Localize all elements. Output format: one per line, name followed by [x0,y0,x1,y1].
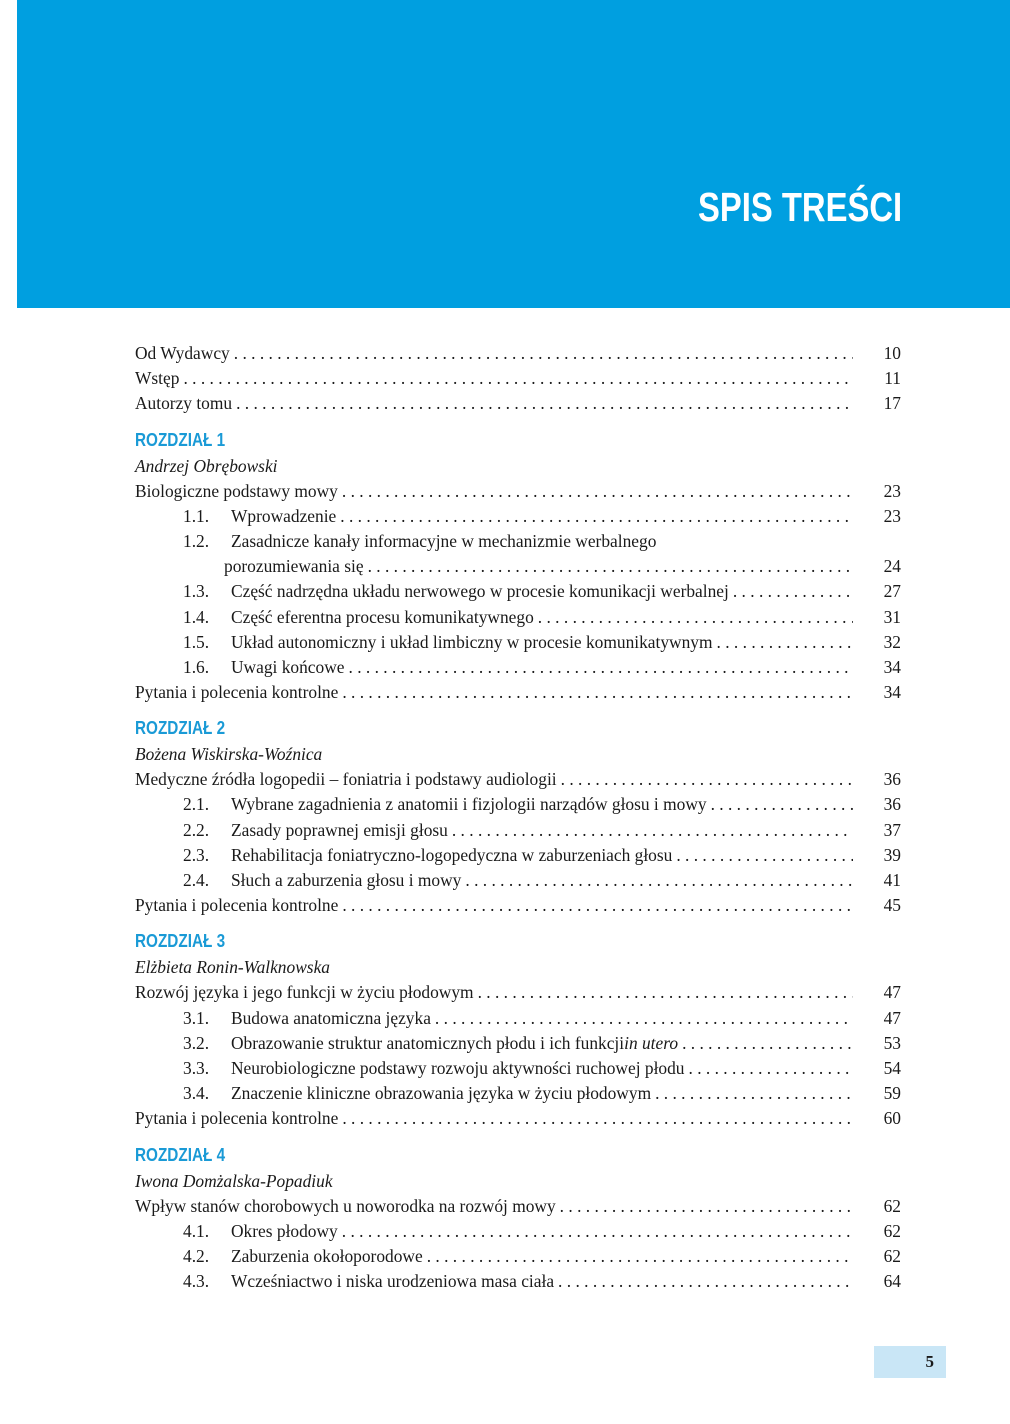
section-number: 4.2. [183,1245,210,1266]
toc-entry[interactable] [135,843,901,868]
page-ref: 24 [883,556,901,577]
toc-entry[interactable] [135,1269,901,1294]
dot-leader [234,341,853,366]
section-number: 3.4. [183,1083,210,1104]
page-ref: 39 [883,844,901,865]
entry-label: Zasady poprawnej emisji głosu [231,819,448,840]
toc-entry[interactable] [135,529,901,554]
entry-label: Zaburzenia okołoporodowe [231,1245,423,1266]
chapter-author: Iwona Domżalska-Popadiuk [135,1170,333,1191]
section-number: 1.1. [183,505,210,526]
page-title: SPIS TREŚCI [697,184,902,230]
page-ref: 59 [883,1083,901,1104]
entry-label: Medyczne źródła logopedii – foniatria i podstawy audiologii [135,769,557,790]
entry-label: Część nadrzędna układu nerwowego w procesie komunikacji werbalnej [231,581,729,602]
entry-label: Pytania i polecenia kontrolne [135,895,339,916]
page-number: 5 [925,1352,934,1371]
page-ref: 62 [883,1245,901,1266]
toc-entry[interactable] [135,391,901,416]
chapter-heading: ROZDZIAŁ 1 [135,429,226,450]
toc-entry[interactable] [135,1194,901,1219]
entry-label: Rozwój języka i jego funkcji w życiu płodowym [135,982,474,1003]
dot-leader [452,818,853,843]
entry-label: Znaczenie kliniczne obrazowania języka w życiu płodowym [231,1083,652,1104]
toc-entry[interactable] [135,818,901,843]
toc-entry[interactable] [135,767,901,792]
dot-leader [733,579,853,604]
dot-leader [465,868,853,893]
dot-leader [682,1031,853,1056]
page-ref: 41 [883,870,901,890]
toc-entry-continued[interactable] [135,554,901,579]
page-ref: 47 [883,982,901,1003]
toc-entry[interactable] [135,579,901,604]
page-ref: 64 [883,1271,901,1292]
entry-label: Uwagi końcowe [231,656,345,677]
toc-entry[interactable] [135,1006,901,1031]
toc-entry[interactable] [135,605,901,630]
chapter-author: Elżbieta Ronin-Walknowska [135,957,330,978]
page-ref: 53 [883,1032,901,1053]
dot-leader [478,980,853,1005]
dot-leader [560,1194,853,1219]
page-ref: 62 [883,1195,901,1216]
entry-label: Wstęp [135,368,180,389]
dot-leader [561,767,853,792]
page-ref: 36 [883,794,901,815]
entry-label: Od Wydawcy [135,343,230,363]
dot-leader [676,843,853,868]
entry-label: Wprowadzenie [231,505,337,526]
page-ref: 23 [883,480,901,501]
dot-leader [342,893,853,918]
entry-label: Obrazowanie struktur anatomicznych płodu i ich funkcji [231,1032,625,1053]
entry-label: Biologiczne podstawy mowy [135,480,338,501]
entry-label: Wpływ stanów chorobowych u noworodka na rozwój mowy [135,1195,556,1216]
section-number: 1.3. [183,581,210,602]
entry-label: Rehabilitacja foniatryczno-logopedyczna w zaburzeniach głosu [231,844,673,865]
section-number: 2.4. [183,870,210,890]
entry-label: Autorzy tomu [135,393,233,414]
toc-entry[interactable] [135,655,901,680]
dot-leader [558,1269,853,1294]
page-ref: 17 [883,393,901,414]
toc-entry[interactable] [135,1056,901,1081]
dot-leader [711,792,853,817]
toc-entry[interactable] [135,1081,901,1106]
dot-leader [183,366,853,391]
toc-entry[interactable] [135,366,901,391]
header-band [17,0,1010,308]
page-ref: 31 [883,606,901,627]
entry-label: Neurobiologiczne podstawy rozwoju aktywności ruchowej płodu [231,1057,685,1078]
toc-entry[interactable] [135,1219,901,1244]
chapter-author: Andrzej Obrębowski [135,455,278,476]
section-number: 1.6. [183,656,210,677]
entry-label: Układ autonomiczny i układ limbiczny w procesie komunikatywnym [231,631,713,652]
dot-leader [689,1056,854,1081]
toc-entry[interactable] [135,792,901,817]
toc-entry[interactable] [135,341,901,366]
page-ref: 27 [883,581,901,602]
entry-label: Budowa anatomiczna języka [231,1007,431,1028]
toc-entry[interactable] [135,868,901,893]
entry-label: Zasadnicze kanały informacyjne w mechanizmie werbalnego [231,530,657,551]
toc-entry[interactable] [135,504,901,529]
dot-leader [340,504,853,529]
section-number: 2.2. [183,819,210,840]
page-ref: 60 [883,1108,901,1129]
section-number: 1.4. [183,606,210,627]
page-ref: 23 [883,505,901,526]
page-ref: 47 [883,1007,901,1028]
dot-leader [717,630,853,655]
dot-leader [342,479,853,504]
section-number: 2.3. [183,844,210,865]
section-number: 3.2. [183,1032,210,1053]
chapter-heading: ROZDZIAŁ 3 [135,931,226,952]
entry-label: Wybrane zagadnienia z anatomii i fizjologii narządów głosu i mowy [231,794,707,815]
page-ref: 54 [883,1057,901,1078]
page-ref: 34 [883,656,901,677]
chapter-heading: ROZDZIAŁ 2 [135,718,226,739]
section-number: 1.2. [183,530,210,551]
toc-entry[interactable] [135,1244,901,1269]
dot-leader [342,1219,853,1244]
chapter-heading: ROZDZIAŁ 4 [135,1144,226,1165]
entry-label-italic: in utero [624,1032,679,1053]
entry-label: Wcześniactwo i niska urodzeniowa masa ciała [231,1271,555,1292]
toc-entry[interactable] [135,1031,901,1056]
dot-leader [342,680,853,705]
dot-leader [538,605,853,630]
page-ref: 32 [883,631,901,652]
section-number: 4.3. [183,1271,210,1292]
toc-entry[interactable] [135,893,901,918]
toc-entry[interactable] [135,630,901,655]
dot-leader [236,391,853,416]
page-number-box [874,1346,946,1378]
dot-leader [368,554,853,579]
section-number: 4.1. [183,1220,210,1241]
entry-label: Okres płodowy [231,1220,338,1241]
page-ref: 45 [883,895,901,916]
toc-entry[interactable] [135,980,901,1005]
page-ref: 36 [883,769,901,790]
entry-label: Pytania i polecenia kontrolne [135,1108,339,1129]
page-ref: 11 [884,368,901,389]
entry-label: Pytania i polecenia kontrolne [135,682,339,703]
entry-label: Część eferentna procesu komunikatywnego [231,606,534,627]
entry-label: Słuch a zaburzenia głosu i mowy [231,870,462,890]
section-number: 3.1. [183,1007,210,1028]
dot-leader [427,1244,853,1269]
dot-leader [349,655,854,680]
dot-leader [435,1006,853,1031]
entry-label: porozumiewania się [224,556,364,577]
page-ref: 37 [883,819,901,840]
dot-leader [655,1081,853,1106]
chapter-author: Bożena Wiskirska-Woźnica [135,744,323,765]
page-ref: 62 [883,1220,901,1241]
toc-entry[interactable] [135,479,901,504]
toc-entry[interactable] [135,1106,901,1131]
toc-entry[interactable] [135,680,901,705]
page-ref: 10 [883,343,901,363]
table-of-contents [135,341,901,1294]
section-number: 3.3. [183,1057,210,1078]
section-number: 2.1. [183,794,210,815]
section-number: 1.5. [183,631,210,652]
dot-leader [342,1106,853,1131]
page-ref: 34 [883,682,901,703]
